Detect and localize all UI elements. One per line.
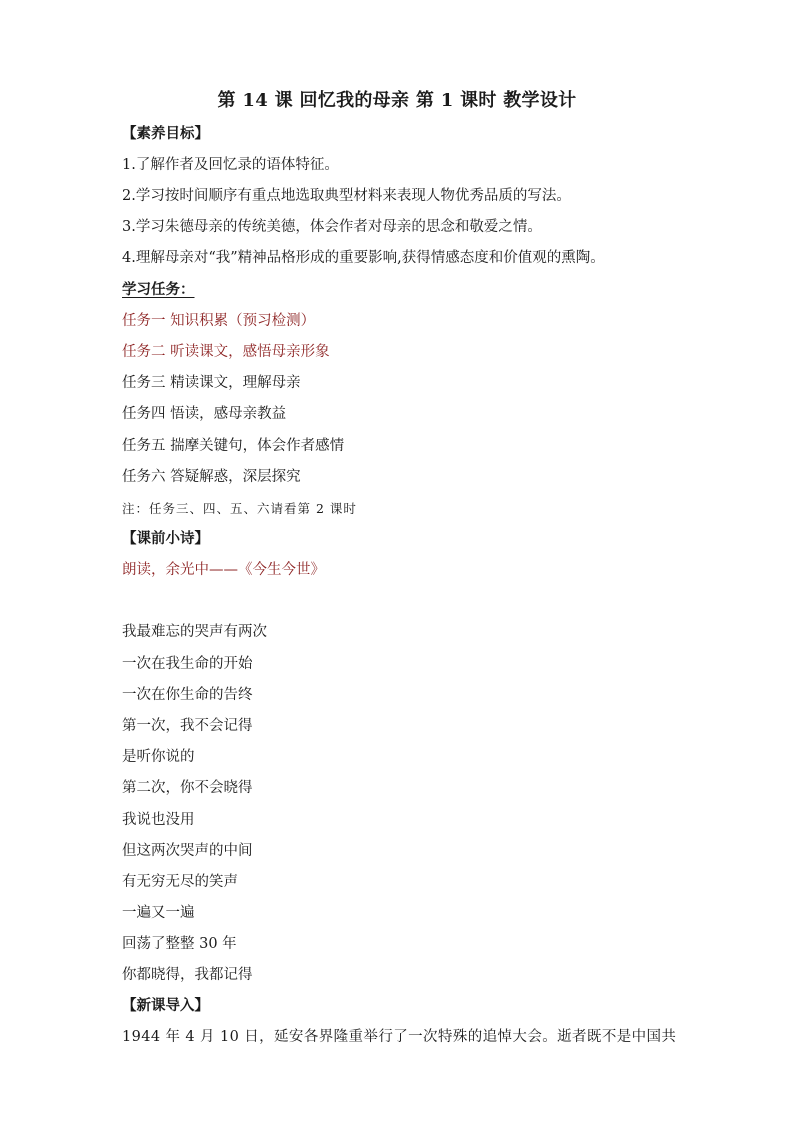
poem-line-6: 第二次，你不会晓得 [122,780,253,796]
task-item-4: 任务四 悟读，感母亲教益 [122,406,287,422]
task-item-2: 任务二 听读课文，感悟母亲形象 [122,344,330,360]
poem-line-9: 有无穷无尽的笑声 [122,874,238,890]
poem-line-8: 但这两次哭声的中间 [122,843,253,859]
goal-item-2: 2.学习按时间顺序有重点地选取典型材料来表现人物优秀品质的写法。 [122,188,571,204]
poem-line-3: 一次在你生命的告终 [122,687,253,703]
task-item-6: 任务六 答疑解惑，深层探究 [122,469,301,485]
goal-item-1: 1.了解作者及回忆录的语体特征。 [122,157,339,173]
tasks-heading: 学习任务： [122,281,195,298]
poem-heading: 【课前小诗】 [122,530,209,547]
poem-line-4: 第一次，我不会记得 [122,718,253,734]
poem-line-2: 一次在我生命的开始 [122,656,253,672]
goal-item-3: 3.学习朱德母亲的传统美德，体会作者对母亲的思念和敬爱之情。 [122,219,542,235]
task-item-1: 任务一 知识积累（预习检测） [122,313,316,329]
document-title: 第 14 课 回忆我的母亲 第 1 课时 教学设计 [217,90,577,111]
task-item-5: 任务五 揣摩关键句，体会作者感情 [122,438,345,454]
poem-line-10: 一遍又一遍 [122,905,195,921]
poem-line-11: 回荡了整整 30 年 [122,936,237,952]
goals-heading: 【素养目标】 [122,125,209,142]
task-item-3: 任务三 精读课文，理解母亲 [122,375,301,391]
poem-line-7: 我说也没用 [122,812,195,828]
intro-paragraph: 1944 年 4 月 10 日，延安各界隆重举行了一次特殊的追悼大会。逝者既不是中国共 [122,1029,677,1045]
goal-item-4: 4.理解母亲对“我”精神品格形成的重要影响,获得情感态度和价值观的熏陶。 [122,250,605,266]
poem-line-12: 你都晓得，我都记得 [122,967,253,983]
poem-line-1: 我最难忘的哭声有两次 [122,624,267,640]
poem-intro: 朗读，余光中——《今生今世》 [122,562,325,578]
intro-heading: 【新课导入】 [122,997,209,1014]
tasks-note: 注：任务三、四、五、六请看第 2 课时 [122,501,357,516]
poem-line-5: 是听你说的 [122,749,195,765]
